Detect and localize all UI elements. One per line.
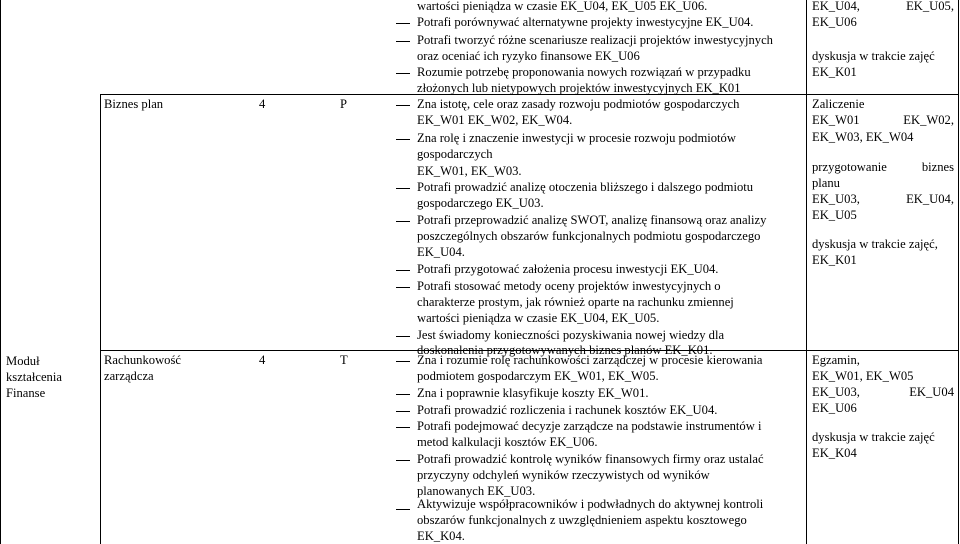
- bullet-text: Zna i rozumie rolę rachunkowości zarządczej w procesie kierowania: [417, 353, 763, 367]
- dash-marker: [396, 23, 410, 24]
- assess-text: EK_U04,: [906, 192, 954, 206]
- bullet-text: przyczyny odchyleń wyników rzeczywistych od wyników: [417, 468, 710, 482]
- dash-marker: [396, 411, 410, 412]
- assess-text: EK_W02,: [903, 113, 954, 127]
- bullet-text: Rozumie potrzebę proponowania nowych rozwiązań w przypadku: [417, 65, 751, 79]
- hours-value: 4: [259, 353, 266, 367]
- bullet-text: EK_W01 EK_W02, EK_W04.: [417, 113, 573, 127]
- dash-marker: [396, 509, 410, 510]
- bullet-text: oraz oceniać ich ryzyko finansowe EK_U06: [417, 49, 640, 63]
- assess-text: EK_U04,: [812, 0, 860, 13]
- assess-text: EK_W01: [812, 113, 860, 127]
- bullet-text: Zna rolę i znaczenie inwestycji w procesie rozwoju podmiotów: [417, 131, 736, 145]
- bullet-text: poszczególnych obszarów funkcjonalnych podmiotu gospodarczego: [417, 229, 761, 243]
- dash-marker: [396, 139, 410, 140]
- assess-text: dyskusja w trakcie zajęć: [812, 49, 935, 63]
- bullet-text: Potrafi prowadzić analizę otoczenia bliższego i dalszego podmiotu: [417, 180, 754, 194]
- class-type: T: [340, 353, 348, 367]
- assess-text: EK_W01, EK_W05: [812, 369, 914, 383]
- bullet-text: Potrafi prowadzić kontrolę wyników finansowych firmy oraz ustalać: [417, 452, 764, 466]
- bullet-text: Potrafi stosować metody oceny projektów inwestycyjnych o: [417, 279, 721, 293]
- dash-marker: [396, 287, 410, 288]
- table-border-col1: [100, 94, 101, 544]
- subject-name: Biznes plan: [104, 97, 164, 111]
- bullet-text: EK_W01, EK_W03.: [417, 164, 522, 178]
- dash-marker: [396, 73, 410, 74]
- bullet-text: Jest świadomy konieczności pozyskiwania nowej wiedzy dla: [417, 328, 725, 342]
- table-border-right: [958, 0, 959, 544]
- bullet-text: złożonych lub nietypowych projektów inwestycyjnych EK_K01: [417, 81, 741, 95]
- assess-text: EK_U03,: [812, 385, 860, 399]
- assess-text: EK_U05: [812, 208, 857, 222]
- dash-marker: [396, 41, 410, 42]
- bullet-text: charakterze prostym, jak również oparte na rachunku zmiennej: [417, 295, 734, 309]
- subject-name: Rachunkowość: [104, 353, 181, 367]
- table-border-col5: [806, 0, 807, 544]
- assess-text: Zaliczenie: [812, 97, 865, 111]
- assess-text: EK_U06: [812, 15, 857, 29]
- bullet-text: doskonalenia przygotowywanych biznes planów EK_K01.: [417, 343, 713, 357]
- assess-text: EK_W03, EK_W04: [812, 130, 914, 144]
- bullet-text: gospodarczego EK_U03.: [417, 196, 544, 210]
- assess-text: dyskusja w trakcie zajęć,: [812, 237, 938, 251]
- bullet-text: Aktywizuje współpracowników i podwładnych do aktywnej kontroli: [417, 497, 764, 511]
- bullet-text: obszarów funkcjonalnych z uwzględnieniem aspektu kosztowego: [417, 513, 747, 527]
- bullet-text: metod kalkulacji kosztów EK_U06.: [417, 435, 598, 449]
- assess-text: dyskusja w trakcie zajęć: [812, 430, 935, 444]
- bullet-text: planowanych EK_U03.: [417, 484, 536, 498]
- bullet-text: podmiotem gospodarczym EK_W01, EK_W05.: [417, 369, 659, 383]
- bullet-text: gospodarczych: [417, 147, 493, 161]
- dash-marker: [396, 336, 410, 337]
- dash-marker: [396, 361, 410, 362]
- bullet-text: Potrafi przygotować założenia procesu inwestycji EK_U04.: [417, 262, 719, 276]
- dash-marker: [396, 105, 410, 106]
- dash-marker: [396, 221, 410, 222]
- bullet-tail: wartości pieniądza w czasie EK_U04, EK_U05 EK_U06.: [417, 0, 708, 13]
- bullet-text: Zna istotę, cele oraz zasady rozwoju podmiotów gospodarczych: [417, 97, 740, 111]
- class-type: P: [340, 97, 348, 111]
- assess-text: biznes: [921, 160, 954, 174]
- bullet-text: Potrafi tworzyć różne scenariusze realizacji projektów inwestycyjnych: [417, 33, 773, 47]
- bullet-text: EK_K04.: [417, 529, 465, 543]
- assess-text: EK_U03,: [812, 192, 860, 206]
- dash-marker: [396, 270, 410, 271]
- dash-marker: [396, 188, 410, 189]
- bullet-text: EK_U04.: [417, 245, 465, 259]
- bullet-text: Potrafi porównywać alternatywne projekty inwestycyjne EK_U04.: [417, 15, 754, 29]
- assess-text: EK_U06: [812, 401, 857, 415]
- module-line: Moduł: [6, 354, 40, 368]
- assess-text: EK_K01: [812, 253, 857, 267]
- dash-marker: [396, 460, 410, 461]
- module-line: Finanse: [6, 386, 46, 400]
- bullet-text: Potrafi podejmować decyzje zarządcze na podstawie instrumentów i: [417, 419, 762, 433]
- table-border-left: [0, 0, 1, 544]
- bullet-text: Zna i poprawnie klasyfikuje koszty EK_W01.: [417, 386, 649, 400]
- dash-marker: [396, 394, 410, 395]
- assess-text: EK_U05,: [906, 0, 954, 13]
- assess-text: EK_U04: [909, 385, 954, 399]
- assess-text: EK_K01: [812, 65, 857, 79]
- assess-text: Egzamin,: [812, 353, 860, 367]
- assess-text: planu: [812, 176, 840, 190]
- hours-value: 4: [259, 97, 266, 111]
- assess-text: EK_K04: [812, 446, 857, 460]
- dash-marker: [396, 427, 410, 428]
- assess-text: przygotowanie: [812, 160, 887, 174]
- subject-name: zarządcza: [104, 369, 154, 383]
- bullet-text: wartości pieniądza w czasie EK_U04, EK_U05.: [417, 311, 660, 325]
- bullet-text: Potrafi prowadzić rozliczenia i rachunek kosztów EK_U04.: [417, 403, 718, 417]
- bullet-text: Potrafi przeprowadzić analizę SWOT, analizę finansową oraz analizy: [417, 213, 767, 227]
- module-line: kształcenia: [6, 370, 62, 384]
